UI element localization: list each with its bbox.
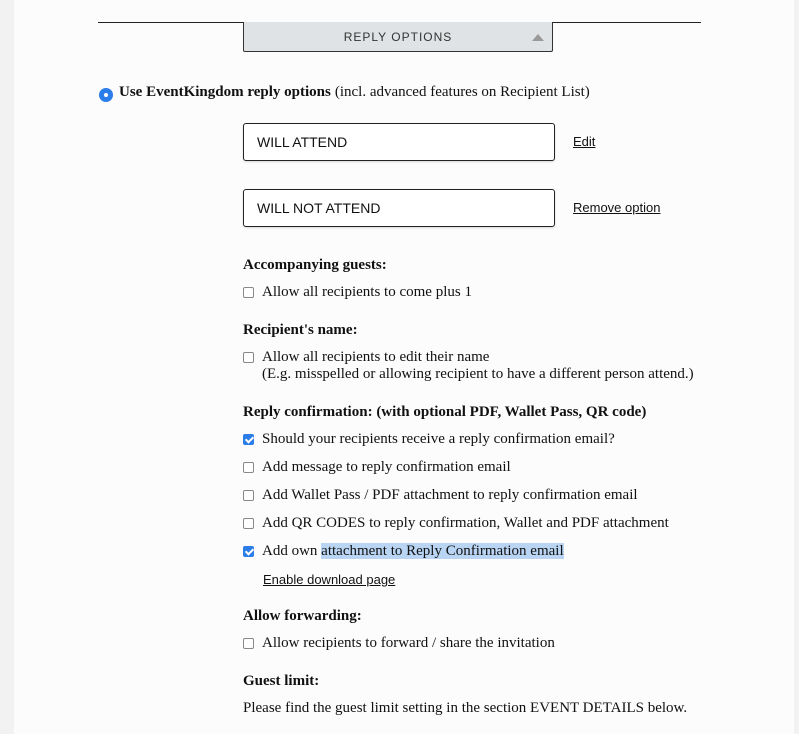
confirmation-message-label: Add message to reply confirmation email <box>262 459 511 475</box>
reply-options-label: REPLY OPTIONS <box>343 29 453 44</box>
wallet-pdf-checkbox[interactable] <box>243 490 254 501</box>
confirmation-message-checkbox[interactable] <box>243 462 254 473</box>
guest-limit-heading: Guest limit: <box>243 673 320 689</box>
guest-limit-text: Please find the guest limit setting in the section EVENT DETAILS below. <box>243 700 688 716</box>
forwarding-checkbox[interactable] <box>243 638 254 649</box>
qr-codes-label: Add QR CODES to reply confirmation, Wallet and PDF attachment <box>262 515 669 531</box>
plus-one-checkbox[interactable] <box>243 287 254 298</box>
confirmation-email-option[interactable] <box>243 431 615 448</box>
allow-forwarding-heading: Allow forwarding: <box>243 608 362 624</box>
qr-codes-checkbox[interactable] <box>243 518 254 529</box>
plus-one-label: Allow all recipients to come plus 1 <box>262 284 472 300</box>
selected-text-highlight: attachment to Reply Confirmation email <box>321 543 564 559</box>
own-attachment-label <box>262 543 564 560</box>
edit-name-label <box>262 349 694 383</box>
confirmation-message-option[interactable] <box>243 459 511 476</box>
edit-option-link[interactable]: Edit <box>573 134 596 149</box>
remove-option-link[interactable]: Remove option <box>573 200 661 215</box>
accompanying-guests-heading: Accompanying guests: <box>243 257 387 273</box>
wallet-pdf-label: Add Wallet Pass / PDF attachment to reply confirmation email <box>262 487 638 503</box>
reply-confirmation-heading: Reply confirmation: (with optional PDF, Wallet Pass, QR code) <box>243 404 647 420</box>
edit-name-text: Allow all recipients to edit their name <box>262 349 490 365</box>
collapse-triangle-icon <box>532 34 544 41</box>
edit-name-option[interactable] <box>243 349 694 383</box>
reply-options-toggle[interactable] <box>243 22 553 52</box>
confirmation-email-label: Should your recipients receive a reply confirmation email? <box>262 431 615 447</box>
reply-option-not-attend-input[interactable] <box>243 189 555 227</box>
enable-download-page-link[interactable]: Enable download page <box>263 572 396 587</box>
radio-selected-icon[interactable] <box>99 88 113 102</box>
reply-mode-label: Use EventKingdom reply options <box>119 84 331 100</box>
reply-mode-option[interactable] <box>99 84 590 101</box>
confirmation-email-checkbox[interactable] <box>243 434 254 445</box>
recipients-name-heading: Recipient's name: <box>243 322 358 338</box>
own-attachment-checkbox[interactable] <box>243 546 254 557</box>
edit-name-checkbox[interactable] <box>243 352 254 363</box>
own-attachment-option[interactable] <box>243 543 564 560</box>
edit-name-note: (E.g. misspelled or allowing recipient to have a different person attend.) <box>262 366 694 382</box>
plus-one-option[interactable] <box>243 284 472 301</box>
reply-option-attend-input[interactable] <box>243 123 555 161</box>
own-attachment-text: Add own <box>262 543 318 559</box>
reply-mode-description: (incl. advanced features on Recipient List) <box>334 84 590 100</box>
forwarding-option[interactable] <box>243 635 555 652</box>
forwarding-label: Allow recipients to forward / share the invitation <box>262 635 555 651</box>
qr-codes-option[interactable] <box>243 515 669 532</box>
wallet-pdf-option[interactable] <box>243 487 638 504</box>
